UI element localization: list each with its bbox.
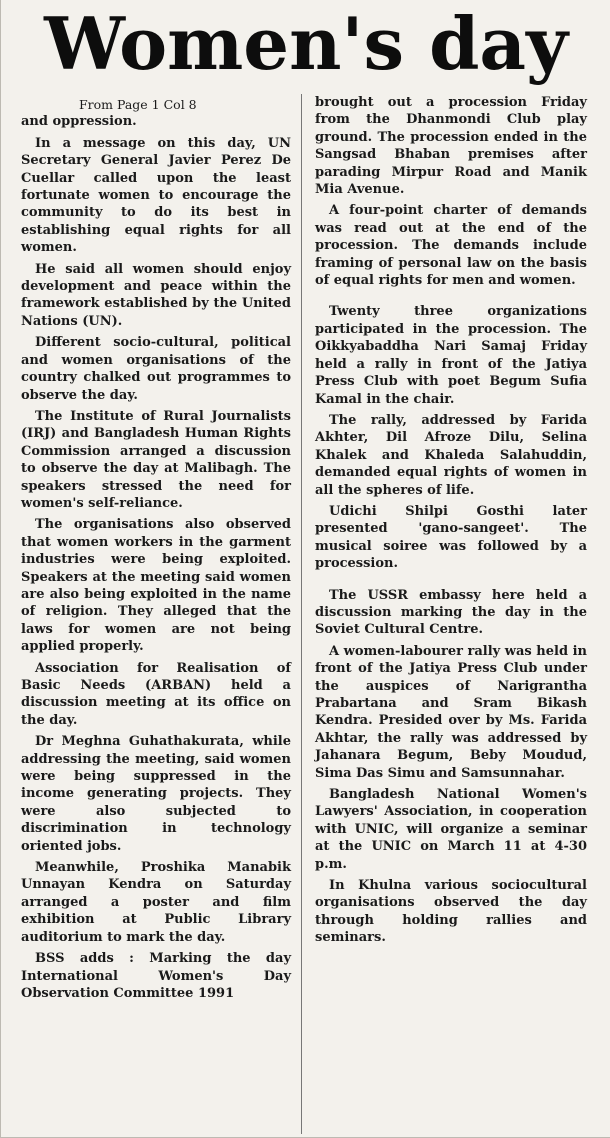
headline: Women's day: [44, 1, 568, 86]
paragraph: Association for Realisation of Basic Needs (ARBAN) held a discussion meeting at its office on the day.: [21, 660, 291, 728]
paragraph: In Khulna various sociocultural organisations observed the day through holding rallies and seminars.: [315, 878, 587, 946]
paragraph: and oppression.: [21, 114, 137, 130]
left-column: [21, 96, 291, 1006]
paragraph: Twenty three organizations participated in the procession. The Oikkyabaddha Nari Samaj Friday held a rally in front of the Jatiya Press Club with poet Begum Sufia Kamal in the chair.: [315, 304, 587, 407]
right-column: [315, 94, 587, 951]
paragraph: A women-labourer rally was held in front of the Jatiya Press Club under the auspices of Narigrantha Prabartana and Sram Bikash Kendra. Presided over by Ms. Farida Akhtar, the rally was addressed by Jahanara Begum, Beby Moudud, Sima Das Simu and Samsunnahar.: [315, 643, 587, 781]
paragraph: In a message on this day, UN Secretary General Javier Perez De Cuellar called upon the least fortunate women to encourage the community to do its best in establishing equal rights for all women.: [21, 135, 291, 256]
column-rule: [301, 94, 302, 1134]
paragraph: A four-point charter of demands was read out at the end of the procession. The demands include framing of personal law on the basis of equal rights for men and women.: [315, 203, 587, 289]
paragraph: Meanwhile, Proshika Manabik Unnayan Kendra on Saturday arranged a poster and film exhibition at Public Library auditorium to mark the day.: [21, 860, 291, 945]
jump-line: From Page 1 Col 8: [79, 97, 197, 112]
paragraph: The USSR embassy here held a discussion marking the day in the Soviet Cultural Centre.: [315, 587, 587, 638]
paragraph: BSS adds : Marking the day International Women's Day Observation Committee 1991: [21, 951, 291, 1001]
paragraph: Different socio-cultural, political and women organisations of the country chalked out programmes to observe the day.: [21, 335, 291, 403]
paragraph: Dr Meghna Guhathakurata, while addressing the meeting, said women were being suppressed in the income generating projects. They were also subjected to discrimination in technology oriented jobs.: [21, 734, 291, 854]
paragraph: Bangladesh National Women's Lawyers' Association, in cooperation with UNIC, will organize a seminar at the UNIC on March 11 at 4-30 p.m.: [315, 787, 587, 872]
paragraph: The Institute of Rural Journalists (IRJ) and Bangladesh Human Rights Commission arranged a discussion to observe the day at Malibagh. The speakers stressed the need for women's self-reliance.: [21, 408, 291, 511]
paragraph: brought out a procession Friday from the Dhanmondi Club play ground. The procession ended in the Sangsad Bhaban premises after parading Mirpur Road and Manik Mia Avenue.: [315, 95, 587, 198]
paragraph: The rally, addressed by Farida Akhter, Dil Afroze Dilu, Selina Khalek and Khaleda Salahuddin, demanded equal rights of women in all the spheres of life.: [315, 412, 587, 498]
paragraph: He said all women should enjoy development and peace within the framework established by the United Nations (UN).: [21, 261, 291, 329]
paragraph: The organisations also observed that women workers in the garment industries were being exploited. Speakers at the meeting said women are also being exploited in the name of religion. They alleged that the laws for women are not being applied properly.: [21, 517, 291, 655]
paragraph: Udichi Shilpi Gosthi later presented 'gano-sangeet'. The musical soiree was followed by a procession.: [315, 503, 587, 572]
